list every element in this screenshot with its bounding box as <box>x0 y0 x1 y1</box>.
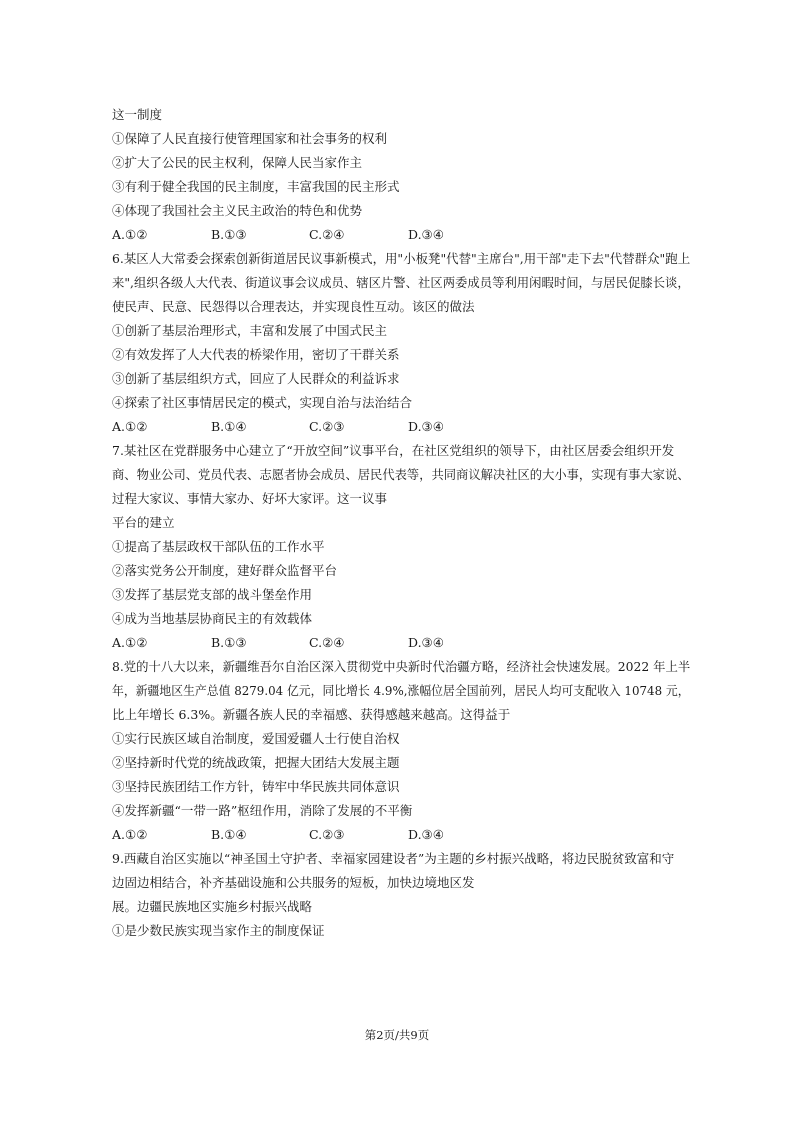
q6-option-d: D.③④ <box>408 419 444 434</box>
q7-stem-line-4: 平台的建立 <box>112 515 175 530</box>
q7-option-a: A.①② <box>112 635 148 650</box>
q7-statement-2: ②落实党务公开制度，建好群众监督平台 <box>112 563 338 578</box>
q6-statement-3: ③创新了基层组织方式，回应了人民群众的利益诉求 <box>112 371 400 386</box>
q9-statement-1: ①是少数民族实现当家作主的制度保证 <box>112 923 325 938</box>
q6-statement-1: ①创新了基层治理形式，丰富和发展了中国式民主 <box>112 323 388 338</box>
q6-option-c: C.②③ <box>309 419 345 434</box>
q8-statement-1: ①实行民族区域自治制度，爱国爱疆人士行使自治权 <box>112 731 400 746</box>
q8-statement-3: ③坚持民族团结工作方针，铸牢中华民族共同体意识 <box>112 779 400 794</box>
q8-statement-4: ④发挥新疆“一带一路”枢纽作用，消除了发展的不平衡 <box>112 803 413 818</box>
q5-statement-1: ①保障了人民直接行使管理国家和社会事务的权利 <box>112 131 388 146</box>
q8-option-c: C.②③ <box>309 827 345 842</box>
q7-statement-4: ④成为当地基层协商民主的有效载体 <box>112 611 313 626</box>
q7-stem-line-2: 商、物业公司、党员代表、志愿者协会成员、居民代表等，共同商议解决社区的大小事，实现有事大家说、 <box>112 467 690 482</box>
q8-stem-line-3: 比上年增长 6.3%。新疆各族人民的幸福感、获得感越来越高。这得益于 <box>112 707 511 722</box>
q5-option-b: B.①③ <box>211 227 247 242</box>
q7-statement-1: ①提高了基层政权干部队伍的工作水平 <box>112 539 325 554</box>
q8-statement-2: ②坚持新时代党的统战政策，把握大团结大发展主题 <box>112 755 400 770</box>
q8-option-b: B.①④ <box>211 827 247 842</box>
q7-option-d: D.③④ <box>408 635 444 650</box>
q6-option-b: B.①④ <box>211 419 247 434</box>
q9-stem-line-2: 边固边相结合，补齐基础设施和公共服务的短板，加快边境地区发 <box>112 875 475 890</box>
q9-stem-line-1: 9.西藏自治区实施以“神圣国土守护者、幸福家园建设者”为主题的乡村振兴战略，将边民脱贫致富和守 <box>112 851 675 866</box>
q5-statement-4: ④体现了我国社会主义民主政治的特色和优势 <box>112 203 363 218</box>
q6-statement-4: ④探索了社区事情居民定的模式，实现自治与法治结合 <box>112 395 413 410</box>
q6-statement-2: ②有效发挥了人大代表的桥梁作用，密切了干群关系 <box>112 347 400 362</box>
q7-statement-3: ③发挥了基层党支部的战斗堡垒作用 <box>112 587 313 602</box>
page-number-footer: 第2页/共9页 <box>364 1028 430 1042</box>
q7-option-c: C.②④ <box>309 635 345 650</box>
q5-option-a: A.①② <box>112 227 148 242</box>
q6-stem-line-2: 来",组织各级人大代表、街道议事会议成员、辖区片警、社区两委成员等利用闲暇时间，与居民促膝长谈， <box>112 275 690 290</box>
q6-stem-line-3: 使民声、民意、民怨得以合理表达，并实现良性互动。该区的做法 <box>112 299 475 314</box>
q7-option-b: B.①③ <box>211 635 247 650</box>
q8-option-d: D.③④ <box>408 827 444 842</box>
q8-option-a: A.①② <box>112 827 148 842</box>
q6-option-a: A.①② <box>112 419 148 434</box>
q5-statement-3: ③有利于健全我国的民主制度，丰富我国的民主形式 <box>112 179 400 194</box>
q6-stem-line-1: 6.某区人大常委会探索创新街道居民议事新模式，用"小板凳"代替"主席台",用干部"走下去"代替群众"跑上 <box>112 251 691 266</box>
q8-stem-line-2: 年，新疆地区生产总值 8279.04 亿元，同比增长 4.9%,涨幅位居全国前列，居民人均可支配收入 10748 元， <box>112 683 690 698</box>
q7-stem-line-3: 过程大家议、事情大家办、好坏大家评。这一议事 <box>112 491 388 506</box>
q9-stem-line-3: 展。边疆民族地区实施乡村振兴战略 <box>112 899 313 914</box>
q7-stem-line-1: 7.某社区在党群服务中心建立了“开放空间”议事平台，在社区党组织的领导下，由社区居委会组织开发 <box>112 443 675 458</box>
q5-stem-tail: 这一制度 <box>112 107 163 122</box>
q5-statement-2: ②扩大了公民的民主权利，保障人民当家作主 <box>112 155 363 170</box>
q8-stem-line-1: 8.党的十八大以来，新疆维吾尔自治区深入贯彻党中央新时代治疆方略，经济社会快速发展。2022 年上半 <box>112 659 691 674</box>
q5-option-c: C.②④ <box>309 227 345 242</box>
q5-option-d: D.③④ <box>408 227 444 242</box>
